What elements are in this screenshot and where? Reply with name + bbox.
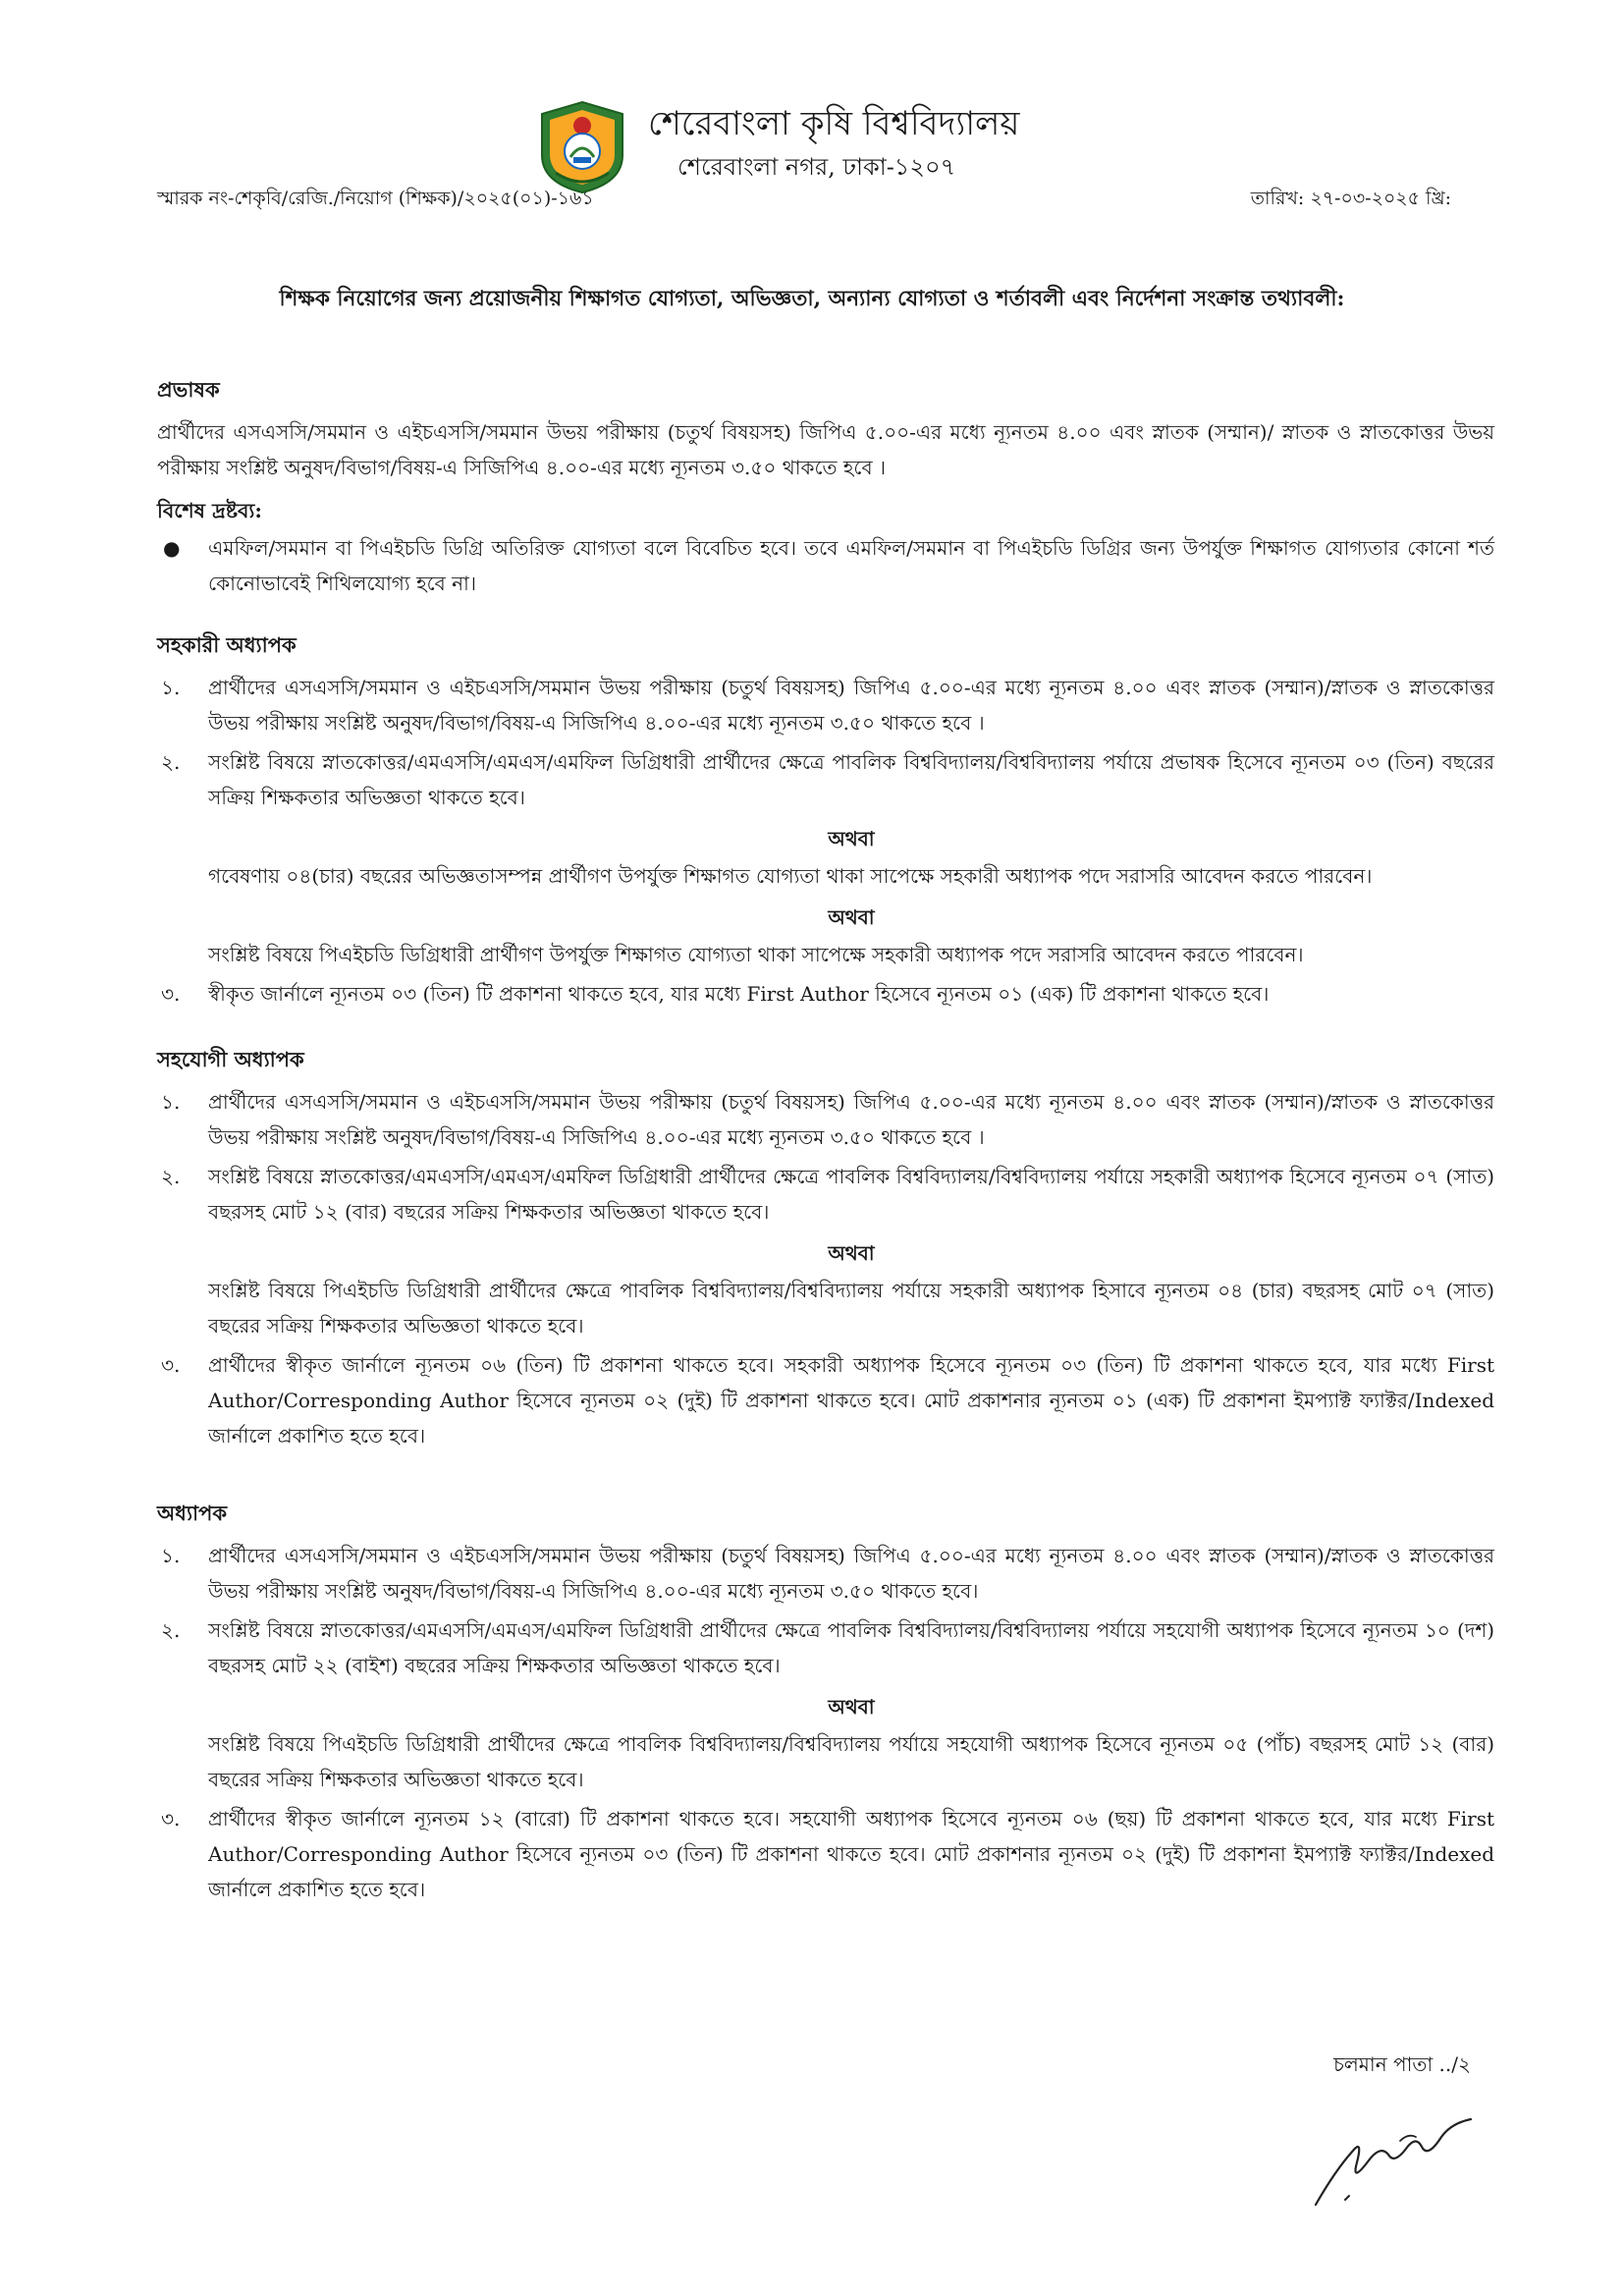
item-text: প্রার্থীদের এসএসসি/সমমান ও এইচএসসি/সমমান উভয় পরীক্ষায় (চতুর্থ বিষয়সহ) জিপিএ ৫.০০-এর মধ্যে ন্যূনতম ৪.০০ এবং স্নাতক (সম্মান)/স্নাতক ও স্নাতকোত্তর উভয় পরীক্ষায় সংশ্লিষ্ট অনুষদ/বিভাগ/বিষয়-এ সিজিপিএ ৪.০০-এর মধ্যে ন্যূনতম ৩.৫০ থাকতে হবে । — [208, 676, 1494, 735]
alternative-text: সংশ্লিষ্ট বিষয়ে পিএইচডি ডিগ্রিধারী প্রার্থীদের ক্ষেত্রে পাবলিক বিশ্ববিদ্যালয়/বিশ্ববিদ্যালয় পর্যায়ে সহযোগী অধ্যাপক হিসেবে ন্যূনতম ০৫ (পাঁচ) বছরসহ মোট ১২ (বার) বছরের সক্রিয় শিক্ষকতার অভিজ্ঞতা থাকতে হবে। — [208, 1732, 1494, 1791]
special-note-title: বিশেষ দ্রষ্টব্য: — [157, 499, 262, 522]
item-text: প্রার্থীদের এসএসসি/সমমান ও এইচএসসি/সমমান উভয় পরীক্ষায় (চতুর্থ বিষয়সহ) জিপিএ ৫.০০-এর মধ্যে ন্যূনতম ৪.০০ এবং স্নাতক (সম্মান)/স্নাতক ও স্নাতকোত্তর উভয় পরীক্ষায় সংশ্লিষ্ট অনুষদ/বিভাগ/বিষয়-এ সিজিপিএ ৪.০০-এর মধ্যে ন্যূনতম ৩.৫০ থাকতে হবে । — [208, 1090, 1494, 1149]
memo-reference: স্মারক নং-শেকৃবি/রেজি./নিয়োগ (শিক্ষক)/২০২৫(০১)-১৬১ — [157, 188, 594, 209]
section-lecturer — [157, 373, 1494, 601]
item-text: প্রার্থীদের স্বীকৃত জার্নালে ন্যূনতম ০৬ (তিন) টি প্রকাশনা থাকতে হবে। সহকারী অধ্যাপক হিসেবে ন্যূনতম ০৩ (তিন) টি প্রকাশনা থাকতে হবে, যার মধ্যে First Author/Corresponding Author হিসেবে ন্যূনতম ০২ (দুই) টি প্রকাশনা থাকতে হবে। মোট প্রকাশনার ন্যূনতম ০১ (এক) টি প্রকাশনা ইমপ্যাক্ট ফ্যাক্টর/Indexed জার্নালে প্রকাশিত হতে হবে। — [208, 1353, 1494, 1448]
list-item — [157, 1159, 1494, 1230]
list-item — [157, 1538, 1494, 1609]
list-item — [157, 1801, 1494, 1907]
alternative-text: সংশ্লিষ্ট বিষয়ে পিএইচডি ডিগ্রিধারী প্রার্থীগণ উপর্যুক্ত শিক্ষাগত যোগ্যতা থাকা সাপেক্ষে সহকারী অধ্যাপক পদে সরাসরি আবেদন করতে পারবেন। — [208, 943, 1304, 966]
list-item — [157, 1347, 1494, 1453]
section-heading: প্রভাষক — [157, 377, 220, 402]
section-heading: সহকারী অধ্যাপক — [157, 632, 297, 657]
item-text: সংশ্লিষ্ট বিষয়ে স্নাতকোত্তর/এমএসসি/এমএস/এমফিল ডিগ্রিধারী প্রার্থীদের ক্ষেত্রে পাবলিক বিশ্ববিদ্যালয়/বিশ্ববিদ্যালয় পর্যায়ে সহকারী অধ্যাপক হিসেবে ন্যূনতম ০৭ (সাত) বছরসহ মোট ১২ (বার) বছরের সক্রিয় শিক্ষকতার অভিজ্ঞতা থাকতে হবে। — [208, 1165, 1494, 1224]
or-label: অথবা — [828, 827, 875, 850]
handwritten-signature — [1306, 2111, 1483, 2219]
item-text: প্রার্থীদের এসএসসি/সমমান ও এইচএসসি/সমমান উভয় পরীক্ষায় (চতুর্থ বিষয়সহ) জিপিএ ৫.০০-এর মধ্যে ন্যূনতম ৪.০০ এবং স্নাতক (সম্মান)/স্নাতক ও স্নাতকোত্তর উভয় পরীক্ষায় সংশ্লিষ্ট অনুষদ/বিভাগ/বিষয়-এ সিজিপিএ ৪.০০-এর মধ্যে ন্যূনতম ৩.৫০ থাকতে হবে। — [208, 1544, 1494, 1603]
item-number: ১. — [161, 676, 181, 699]
item-number: ৩. — [161, 1353, 181, 1377]
university-name: শেরেবাংলা কৃষি বিশ্ববিদ্যালয় — [648, 104, 1020, 143]
item-text: সংশ্লিষ্ট বিষয়ে স্নাতকোত্তর/এমএসসি/এমএস/এমফিল ডিগ্রিধারী প্রার্থীদের ক্ষেত্রে পাবলিক বিশ্ববিদ্যালয়/বিশ্ববিদ্যালয় পর্যায়ে সহযোগী অধ্যাপক হিসেবে ন্যূনতম ১০ (দশ) বছরসহ মোট ২২ (বাইশ) বছরের সক্রিয় শিক্ষকতার অভিজ্ঞতা থাকতে হবে। — [208, 1618, 1494, 1677]
or-label: অথবা — [828, 905, 875, 929]
or-label: অথবা — [828, 1695, 875, 1719]
university-seal-logo — [538, 100, 626, 194]
list-item — [157, 1084, 1494, 1155]
letterhead — [538, 92, 1088, 200]
section-professor — [157, 1497, 1494, 1907]
item-text: প্রার্থীদের স্বীকৃত জার্নালে ন্যূনতম ১২ (বারো) টি প্রকাশনা থাকতে হবে। সহযোগী অধ্যাপক হিসেবে ন্যূনতম ০৬ (ছয়) টি প্রকাশনা থাকতে হবে, যার মধ্যে First Author/Corresponding Author হিসেবে ন্যূনতম ০৩ (তিন) টি প্রকাশনা থাকতে হবে। মোট প্রকাশনার ন্যূনতম ০২ (দুই) টি প্রকাশনা ইমপ্যাক্ট ফ্যাক্টর/Indexed জার্নালে প্রকাশিত হতে হবে। — [208, 1807, 1494, 1901]
continued-page-note: চলমান পাতা ../২ — [1333, 2052, 1471, 2076]
item-text: সংশ্লিষ্ট বিষয়ে স্নাতকোত্তর/এমএসসি/এমএস/এমফিল ডিগ্রিধারী প্রার্থীদের ক্ষেত্রে পাবলিক বিশ্ববিদ্যালয়/বিশ্ববিদ্যালয় পর্যায়ে প্রভাষক হিসেবে ন্যূনতম ০৩ (তিন) বছরের সক্রিয় শিক্ষকতার অভিজ্ঞতা থাকতে হবে। — [208, 750, 1494, 809]
item-number: ২. — [161, 750, 181, 774]
document-body — [157, 373, 1494, 1911]
section-heading: অধ্যাপক — [157, 1501, 228, 1525]
memo-date: তারিখ: ২৭-০৩-২০২৫ খ্রি: — [1250, 188, 1451, 209]
list-item — [157, 670, 1494, 740]
university-address: শেরেবাংলা নগর, ঢাকা-১২০৭ — [677, 153, 956, 181]
item-number: ১. — [161, 1544, 181, 1567]
item-number: ৩. — [161, 1807, 181, 1831]
lecturer-requirement: প্রার্থীদের এসএসসি/সমমান ও এইচএসসি/সমমান উভয় পরীক্ষায় (চতুর্থ বিষয়সহ) জিপিএ ৫.০০-এর মধ্যে ন্যূনতম ৪.০০ এবং স্নাতক (সম্মান)/ স্নাতক ও স্নাতকোত্তর উভয় পরীক্ষায় সংশ্লিষ্ট অনুষদ/বিভাগ/বিষয়-এ সিজিপিএ ৪.০০-এর মধ্যে ন্যূনতম ৩.৫০ থাকতে হবে । — [157, 420, 1494, 479]
list-item — [157, 976, 1494, 1011]
bullet-icon: ● — [163, 536, 181, 560]
section-assistant-professor — [157, 629, 1494, 1011]
item-number: ২. — [161, 1618, 181, 1642]
list-item — [157, 744, 1494, 815]
special-note-item — [157, 530, 1494, 601]
item-number: ৩. — [161, 982, 181, 1006]
section-associate-professor — [157, 1043, 1494, 1453]
alternative-text: গবেষণায় ০৪(চার) বছরের অভিজ্ঞতাসম্পন্ন প্রার্থীগণ উপর্যুক্ত শিক্ষাগত যোগ্যতা থাকা সাপেক্ষে সহকারী অধ্যাপক পদে সরাসরি আবেদন করতে পারবেন। — [208, 864, 1373, 888]
alternative-text: সংশ্লিষ্ট বিষয়ে পিএইচডি ডিগ্রিধারী প্রার্থীদের ক্ষেত্রে পাবলিক বিশ্ববিদ্যালয়/বিশ্ববিদ্যালয় পর্যায়ে সহকারী অধ্যাপক হিসাবে ন্যূনতম ০৪ (চার) বছরসহ মোট ০৭ (সাত) বছরের সক্রিয় শিক্ষকতার অভিজ্ঞতা থাকতে হবে। — [208, 1279, 1494, 1338]
special-note-text: এমফিল/সমমান বা পিএইচডি ডিগ্রি অতিরিক্ত যোগ্যতা বলে বিবেচিত হবে। তবে এমফিল/সমমান বা পিএইচডি ডিগ্রির জন্য উপর্যুক্ত শিক্ষাগত যোগ্যতার কোনো শর্ত কোনোভাবেই শিথিলযোগ্য হবে না। — [208, 536, 1494, 595]
item-text: স্বীকৃত জার্নালে ন্যূনতম ০৩ (তিন) টি প্রকাশনা থাকতে হবে, যার মধ্যে First Author হিসেবে ন্যূনতম ০১ (এক) টি প্রকাশনা থাকতে হবে। — [208, 982, 1270, 1006]
section-heading: সহযোগী অধ্যাপক — [157, 1047, 304, 1071]
list-item — [157, 1613, 1494, 1683]
document-title: শিক্ষক নিয়োগের জন্য প্রয়োজনীয় শিক্ষাগত যোগ্যতা, অভিজ্ঞতা, অন্যান্য যোগ্যতা ও শর্তাবলী এবং নির্দেশনা সংক্রান্ত তথ্যাবলী: — [279, 287, 1345, 311]
item-number: ১. — [161, 1090, 181, 1114]
item-number: ২. — [161, 1165, 181, 1188]
or-label: অথবা — [828, 1241, 875, 1265]
